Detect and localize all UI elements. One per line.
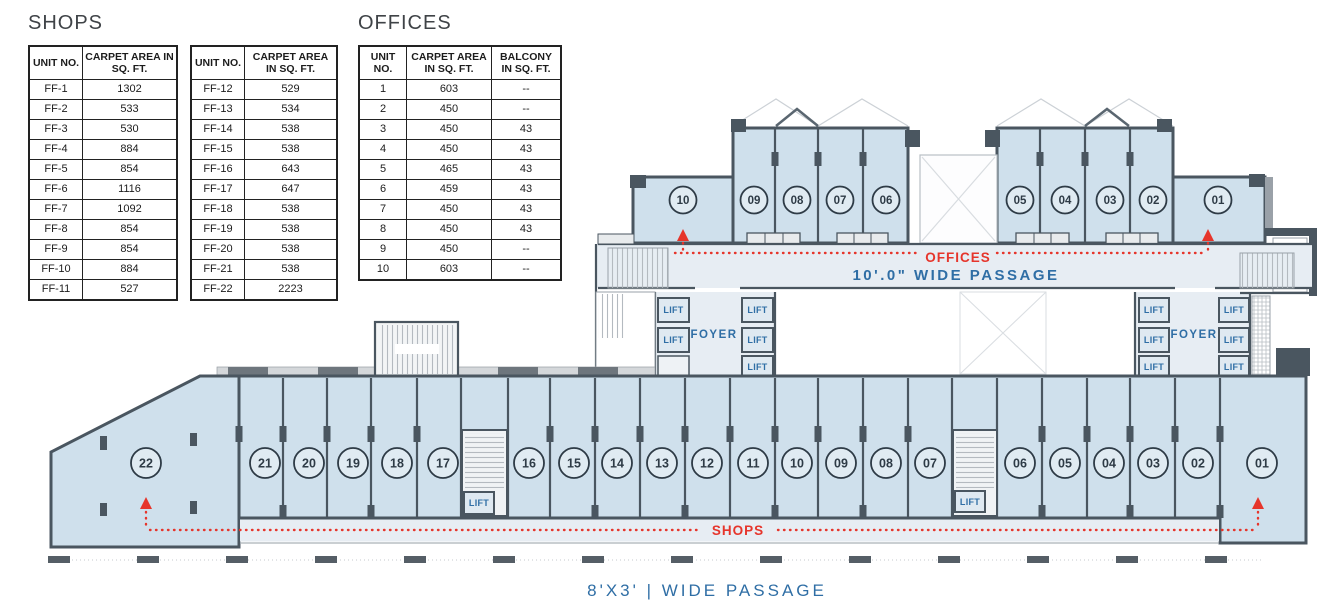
table-cell: 603 xyxy=(407,260,492,281)
roof-zigzag-left xyxy=(733,99,908,126)
table-cell: 43 xyxy=(492,180,562,200)
lift-label: LIFT xyxy=(747,335,768,345)
table-cell: 450 xyxy=(407,240,492,260)
table-cell: FF-19 xyxy=(191,220,245,240)
office-unit-number: 02 xyxy=(1146,195,1160,207)
table-cell: 459 xyxy=(407,180,492,200)
lift-label: LIFT xyxy=(959,497,981,507)
table-cell: FF-5 xyxy=(29,160,83,180)
stairs-passage-left xyxy=(608,248,668,288)
stairs-treads xyxy=(465,433,504,488)
lift-label: LIFT xyxy=(1143,335,1165,345)
table-cell: 1116 xyxy=(83,180,178,200)
office-unit-number: 09 xyxy=(747,195,761,207)
table-cell: 538 xyxy=(245,140,338,160)
table-cell: FF-21 xyxy=(191,260,245,280)
table-cell: -- xyxy=(492,260,562,281)
table-cell: FF-11 xyxy=(29,280,83,301)
shop-unit-number: 08 xyxy=(879,456,893,471)
offices-passage-label: OFFICES xyxy=(925,250,991,265)
table-cell: 529 xyxy=(245,80,338,100)
table-cell: FF-10 xyxy=(29,260,83,280)
shop-unit-number: 04 xyxy=(1102,456,1116,471)
shop-unit-number: 11 xyxy=(746,456,760,471)
table-cell: FF-1 xyxy=(29,80,83,100)
table-cell: FF-3 xyxy=(29,120,83,140)
roof-chevrons xyxy=(776,109,1129,126)
table-cell: 1 xyxy=(359,80,407,100)
table-cell: -- xyxy=(492,240,562,260)
table-cell: FF-14 xyxy=(191,120,245,140)
table-cell: FF-9 xyxy=(29,240,83,260)
shop-unit-markers xyxy=(131,448,1277,478)
shop-unit-number: 03 xyxy=(1146,456,1160,471)
stairs-landing xyxy=(395,344,439,354)
table-cell: -- xyxy=(492,100,562,120)
office-unit-number: 07 xyxy=(833,195,847,207)
table-cell: 450 xyxy=(407,100,492,120)
stairs-treads xyxy=(956,433,994,488)
table-cell: FF-22 xyxy=(191,280,245,301)
lift-label: LIFT xyxy=(663,305,684,315)
shop-unit-number: 16 xyxy=(522,456,536,471)
table-cell: FF-7 xyxy=(29,200,83,220)
shop-unit-number: 13 xyxy=(655,456,669,471)
lift-label: LIFT xyxy=(1223,305,1245,315)
table-cell: FF-17 xyxy=(191,180,245,200)
table-cell: 9 xyxy=(359,240,407,260)
table-cell: FF-13 xyxy=(191,100,245,120)
table-cell: 530 xyxy=(83,120,178,140)
table-cell: 10 xyxy=(359,260,407,281)
table-cell: 43 xyxy=(492,160,562,180)
shop-unit-number: 12 xyxy=(700,456,714,471)
shops-passage-label: SHOPS xyxy=(711,523,765,538)
foyer-right xyxy=(960,292,1317,377)
left-wall-stub xyxy=(598,234,634,244)
lift-label: LIFT xyxy=(1223,335,1245,345)
bottom-passage xyxy=(48,556,1262,600)
office-unit-number: 03 xyxy=(1103,195,1117,207)
office-unit-number: 05 xyxy=(1013,195,1027,207)
office-unit-number: 06 xyxy=(879,195,893,207)
table-cell: 450 xyxy=(407,200,492,220)
offices-heading: OFFICES xyxy=(358,12,452,34)
table-cell: 538 xyxy=(245,240,338,260)
office-unit-number: 08 xyxy=(790,195,804,207)
table-cell: 450 xyxy=(407,120,492,140)
lift-label: LIFT xyxy=(468,498,490,508)
table-cell: 527 xyxy=(83,280,178,301)
table-cell: FF-12 xyxy=(191,80,245,100)
table-cell: 7 xyxy=(359,200,407,220)
col-header-unit: UNIT NO. xyxy=(191,46,245,80)
office-unit-number: 04 xyxy=(1058,195,1072,207)
table-cell: 538 xyxy=(245,200,338,220)
table-cell: 43 xyxy=(492,120,562,140)
table-cell: 854 xyxy=(83,160,178,180)
shop-unit-number: 05 xyxy=(1058,456,1072,471)
col-header-unit: UNIT NO. xyxy=(359,46,407,80)
table-cell: 2223 xyxy=(245,280,338,301)
right-edge-wall xyxy=(1265,177,1273,230)
lift-label: LIFT xyxy=(1143,362,1165,372)
table-cell: -- xyxy=(492,80,562,100)
col-header-balcony: BALCONY IN SQ. FT. xyxy=(492,46,562,80)
core-block xyxy=(1276,348,1310,376)
service-room xyxy=(658,356,689,376)
table-cell: 6 xyxy=(359,180,407,200)
table-cell: 1092 xyxy=(83,200,178,220)
table-cell: 854 xyxy=(83,220,178,240)
office-unit-number: 10 xyxy=(676,195,690,207)
table-cell: 1302 xyxy=(83,80,178,100)
shop-unit-number: 19 xyxy=(346,456,360,471)
stairs-passage-right xyxy=(1240,253,1294,288)
shop-unit-number: 02 xyxy=(1191,456,1205,471)
table-cell: 3 xyxy=(359,120,407,140)
shop-unit-number: 21 xyxy=(258,456,272,471)
table-cell: 884 xyxy=(83,140,178,160)
bottom-passage-label: 8'X3' | WIDE PASSAGE xyxy=(587,581,827,600)
offices-passage-width-label: 10'.0" WIDE PASSAGE xyxy=(852,267,1060,284)
table-cell: 43 xyxy=(492,140,562,160)
table-cell: 5 xyxy=(359,160,407,180)
table-cell: 450 xyxy=(407,140,492,160)
table-cell: 2 xyxy=(359,100,407,120)
table-cell: 8 xyxy=(359,220,407,240)
roof-zigzag-right xyxy=(997,99,1173,126)
foyer-label: FOYER xyxy=(690,329,738,341)
table-cell: FF-2 xyxy=(29,100,83,120)
col-header-carpet: CARPET AREA IN SQ. FT. xyxy=(245,46,338,80)
table-cell: 43 xyxy=(492,220,562,240)
shop-unit-number: 17 xyxy=(436,456,450,471)
col-header-unit: UNIT NO. xyxy=(29,46,83,80)
stairs-small xyxy=(598,294,626,338)
col-header-carpet: CARPET AREA IN SQ. FT. xyxy=(83,46,178,80)
table-cell: FF-4 xyxy=(29,140,83,160)
lift-label: LIFT xyxy=(747,305,768,315)
table-cell: 603 xyxy=(407,80,492,100)
table-cell: 538 xyxy=(245,120,338,140)
table-cell: 534 xyxy=(245,100,338,120)
col-header-carpet: CARPET AREA IN SQ. FT. xyxy=(407,46,492,80)
shop-unit-number: 14 xyxy=(610,456,624,471)
table-cell: FF-20 xyxy=(191,240,245,260)
shop-unit-number: 22 xyxy=(139,456,153,471)
table-cell: 538 xyxy=(245,220,338,240)
shop-unit-number: 15 xyxy=(567,456,581,471)
shop-unit-number: 07 xyxy=(923,456,937,471)
lift-label: LIFT xyxy=(663,335,684,345)
shops-heading: SHOPS xyxy=(28,12,104,34)
shop-unit-number: 06 xyxy=(1013,456,1027,471)
shop-unit-number: 10 xyxy=(790,456,804,471)
table-cell: FF-16 xyxy=(191,160,245,180)
lift-label: LIFT xyxy=(1143,305,1165,315)
table-cell: FF-18 xyxy=(191,200,245,220)
shop-unit-number: 20 xyxy=(302,456,316,471)
table-cell: 643 xyxy=(245,160,338,180)
table-cell: 465 xyxy=(407,160,492,180)
table-cell: 884 xyxy=(83,260,178,280)
shop-unit-number: 18 xyxy=(390,456,404,471)
table-cell: 647 xyxy=(245,180,338,200)
service-shaft xyxy=(1252,296,1270,376)
office-unit-number: 01 xyxy=(1211,195,1225,207)
table-cell: 4 xyxy=(359,140,407,160)
table-cell: 533 xyxy=(83,100,178,120)
table-cell: 43 xyxy=(492,200,562,220)
table-cell: FF-8 xyxy=(29,220,83,240)
foyer-left xyxy=(596,292,775,377)
lift-label: LIFT xyxy=(747,362,768,372)
foyer-label: FOYER xyxy=(1170,329,1218,341)
table-cell: FF-15 xyxy=(191,140,245,160)
table-cell: FF-6 xyxy=(29,180,83,200)
shop-unit-number: 09 xyxy=(834,456,848,471)
table-cell: 538 xyxy=(245,260,338,280)
lift-label: LIFT xyxy=(1223,362,1245,372)
table-cell: 450 xyxy=(407,220,492,240)
table-cell: 854 xyxy=(83,240,178,260)
shop-unit-number: 01 xyxy=(1255,456,1269,471)
office-units-09-06-block xyxy=(733,128,908,243)
